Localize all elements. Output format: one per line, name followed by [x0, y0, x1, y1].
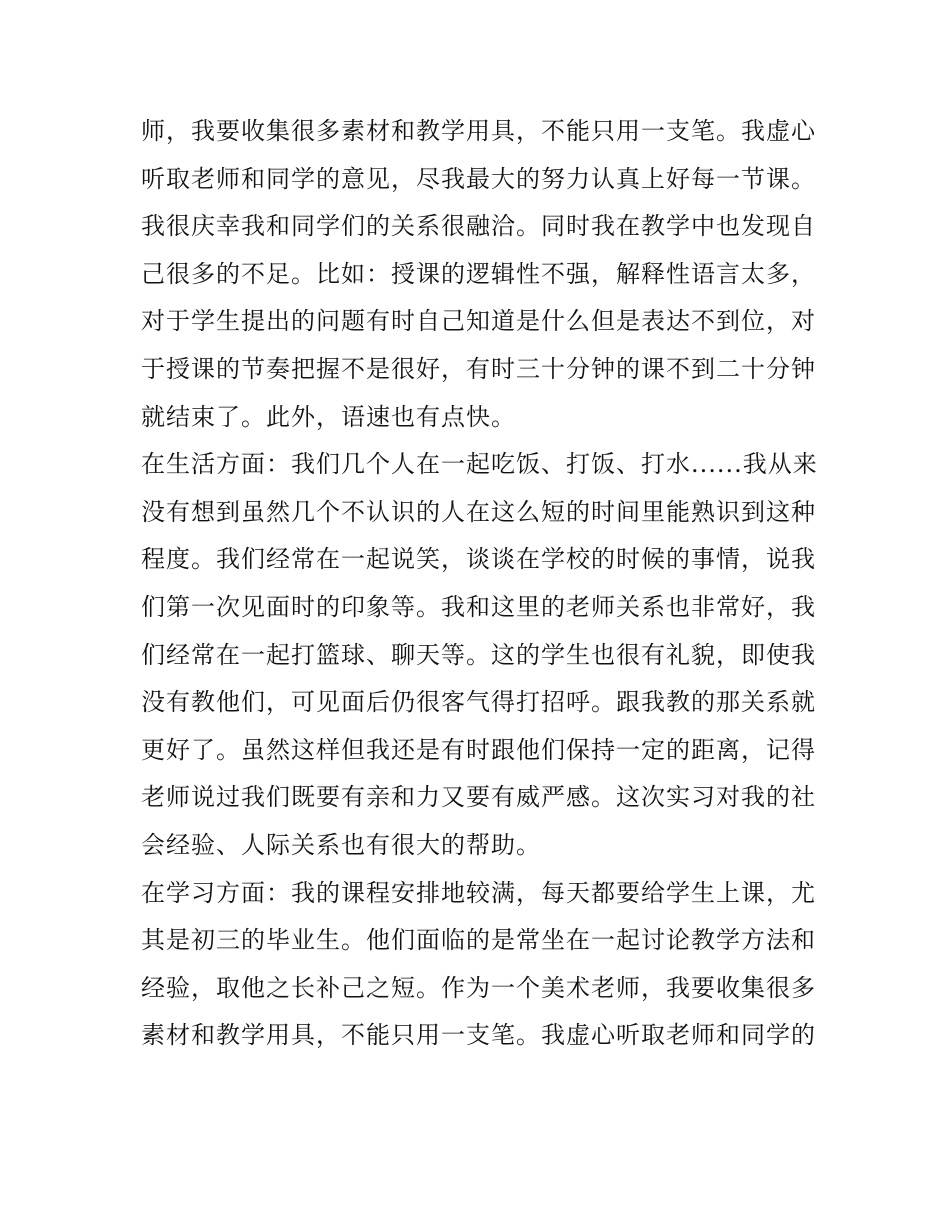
- text-line: 更好了。虽然这样但我还是有时跟他们保持一定的距离，记得: [141, 735, 816, 764]
- text-line: 们第一次见面时的印象等。我和这里的老师关系也非常好，我: [141, 592, 816, 621]
- text-line: 对于学生提出的问题有时自己知道是什么但是表达不到位，对: [141, 307, 816, 336]
- text-line: 老师说过我们既要有亲和力又要有威严感。这次实习对我的社: [141, 783, 816, 812]
- text-line: 在学习方面：我的课程安排地较满，每天都要给学生上课，尤: [141, 878, 816, 907]
- text-line: 在生活方面：我们几个人在一起吃饭、打饭、打水......我从来: [141, 450, 818, 479]
- text-line: 其是初三的毕业生。他们面临的是常坐在一起讨论教学方法和: [141, 926, 816, 955]
- text-line: 没有教他们，可见面后仍很客气得打招呼。跟我教的那关系就: [141, 688, 816, 717]
- text-line: 师，我要收集很多素材和教学用具，不能只用一支笔。我虚心: [141, 117, 816, 145]
- text-line: 己很多的不足。比如：授课的逻辑性不强，解释性语言太多，: [141, 259, 816, 288]
- text-line: 就结束了。此外，语速也有点快。: [141, 402, 516, 431]
- text-line: 我很庆幸我和同学们的关系很融洽。同时我在教学中也发现自: [141, 212, 816, 241]
- text-line: 听取老师和同学的意见，尽我最大的努力认真上好每一节课。: [141, 164, 816, 193]
- text-line: 没有想到虽然几个不认识的人在这么短的时间里能熟识到这种: [141, 497, 816, 526]
- text-line: 素材和教学用具，不能只用一支笔。我虚心听取老师和同学的: [141, 1021, 816, 1050]
- text-line: 程度。我们经常在一起说笑，谈谈在学校的时候的事情，说我: [141, 545, 816, 574]
- text-line: 们经常在一起打篮球、聊天等。这的学生也很有礼貌，即使我: [141, 640, 816, 669]
- body-text: [141, 108, 821, 1060]
- text-line: 会经验、人际关系也有很大的帮助。: [141, 830, 541, 859]
- text-line: 经验，取他之长补己之短。作为一个美术老师，我要收集很多: [141, 973, 816, 1002]
- text-line: 于授课的节奏把握不是很好，有时三十分钟的课不到二十分钟: [141, 354, 816, 383]
